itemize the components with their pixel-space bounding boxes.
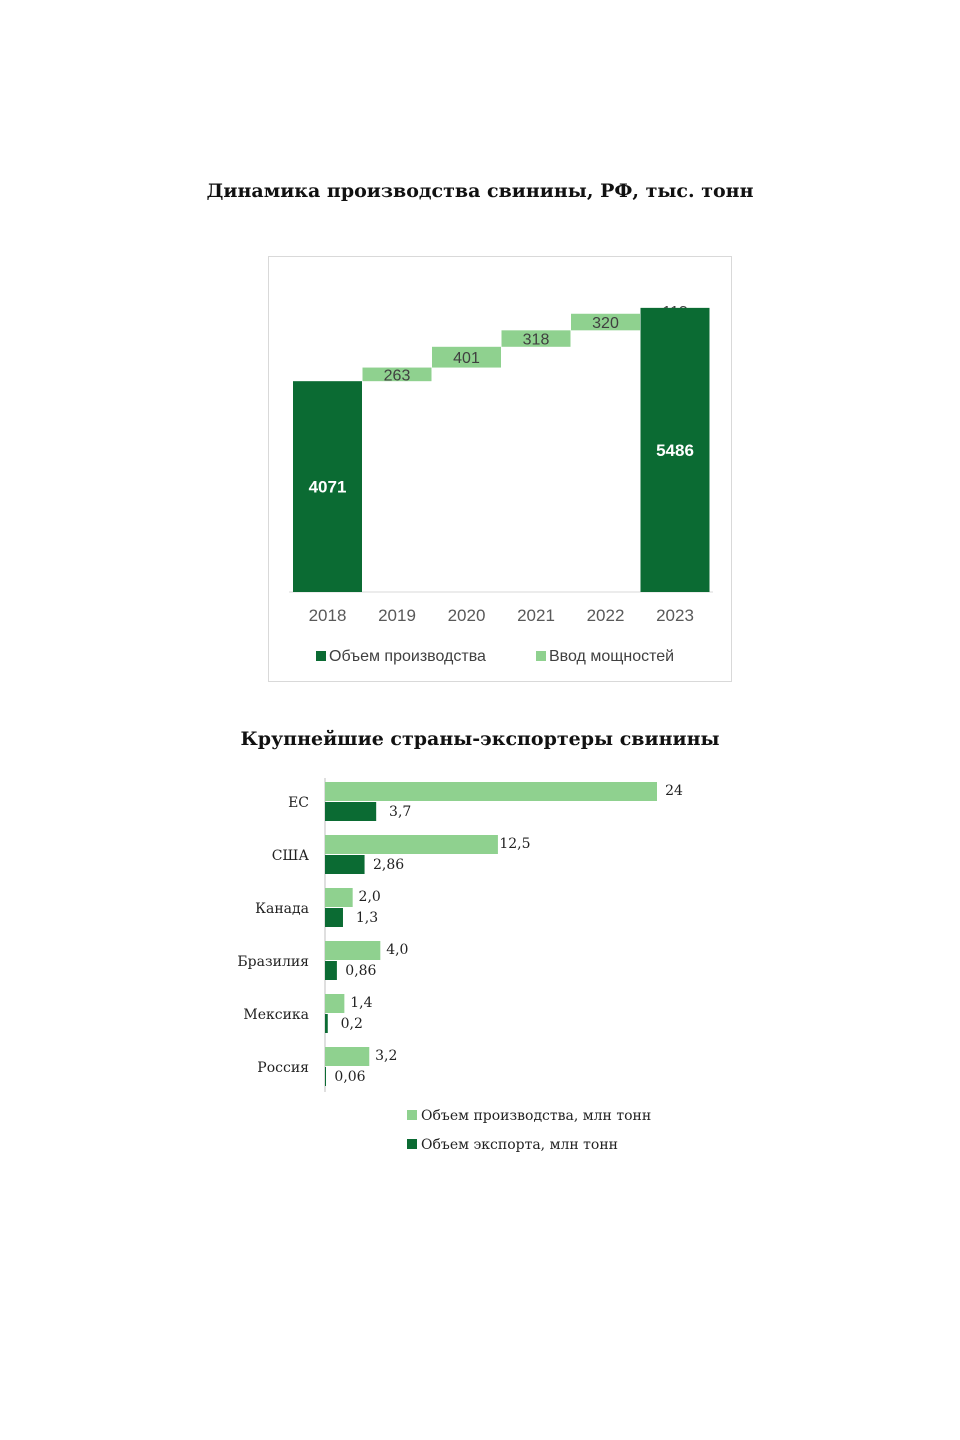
data-label-total-2023: 5486 bbox=[656, 440, 694, 460]
chart-2-title: Крупнейшие страны-экспортеры свинины bbox=[240, 728, 720, 750]
data-label-export-5: 0,06 bbox=[334, 1069, 366, 1085]
data-label-total-2018: 4071 bbox=[308, 477, 347, 497]
legend2-label-1: Объем экспорта, млн тонн bbox=[421, 1137, 618, 1153]
bar-production-4 bbox=[325, 994, 344, 1013]
data-label-production-0: 24 bbox=[665, 783, 683, 799]
data-label-increment-2019: 263 bbox=[383, 367, 411, 385]
category-label-4: Мексика bbox=[243, 1007, 309, 1023]
data-label-export-1: 2,86 bbox=[372, 857, 405, 873]
x-tick-2023: 2023 bbox=[656, 606, 694, 625]
bar-production-3 bbox=[325, 941, 380, 960]
chart-2-svg bbox=[0, 770, 960, 1210]
bar-export-5 bbox=[325, 1067, 326, 1086]
data-label-production-2: 2,0 bbox=[358, 889, 381, 905]
bar-export-0 bbox=[325, 802, 376, 821]
category-label-2: Канада bbox=[255, 901, 309, 917]
bar-production-2 bbox=[325, 888, 353, 907]
legend-label-0: Объем производства bbox=[329, 648, 486, 665]
chart-1-title: Динамика производства свинины, РФ, тыс. тонн bbox=[206, 180, 754, 202]
data-label-export-0: 3,7 bbox=[389, 804, 412, 820]
category-label-3: Бразилия bbox=[237, 954, 309, 970]
legend-swatch-1 bbox=[536, 651, 546, 661]
bar-export-1 bbox=[325, 855, 365, 874]
category-label-0: ЕС bbox=[288, 795, 309, 811]
data-label-increment-2022: 320 bbox=[592, 315, 619, 333]
data-label-increment-2021: 318 bbox=[522, 331, 550, 349]
data-label-production-1: 12,5 bbox=[499, 836, 531, 852]
category-label-1: США bbox=[271, 848, 309, 864]
x-tick-2021: 2021 bbox=[517, 606, 555, 625]
chart-1-frame bbox=[268, 256, 732, 682]
data-label-production-5: 3,2 bbox=[375, 1048, 398, 1064]
bar-production-5 bbox=[325, 1047, 369, 1066]
category-label-5: Россия bbox=[257, 1060, 309, 1076]
x-tick-2018: 2018 bbox=[308, 606, 347, 625]
bar-production-0 bbox=[325, 782, 657, 801]
data-label-export-3: 0,86 bbox=[345, 963, 377, 979]
data-label-production-3: 4,0 bbox=[386, 942, 409, 958]
x-tick-2019: 2019 bbox=[378, 606, 416, 625]
bar-export-2 bbox=[325, 908, 343, 927]
legend2-label-0: Объем производства, млн тонн bbox=[421, 1108, 652, 1124]
data-label-export-4: 0,2 bbox=[340, 1016, 363, 1032]
data-label-production-4: 1,4 bbox=[350, 995, 373, 1011]
legend-swatch-0 bbox=[316, 651, 326, 661]
data-label-increment-2020: 401 bbox=[453, 350, 480, 368]
bar-export-3 bbox=[325, 961, 337, 980]
data-label-export-2: 1,3 bbox=[355, 910, 379, 926]
x-tick-2022: 2022 bbox=[586, 606, 625, 625]
legend-label-1: Ввод мощностей bbox=[549, 648, 675, 665]
chart-1-svg bbox=[269, 257, 733, 683]
bar-export-4 bbox=[325, 1014, 328, 1033]
bar-production-1 bbox=[325, 835, 498, 854]
x-tick-2020: 2020 bbox=[447, 606, 486, 625]
legend2-swatch-0 bbox=[407, 1110, 417, 1120]
legend2-swatch-1 bbox=[407, 1139, 417, 1149]
